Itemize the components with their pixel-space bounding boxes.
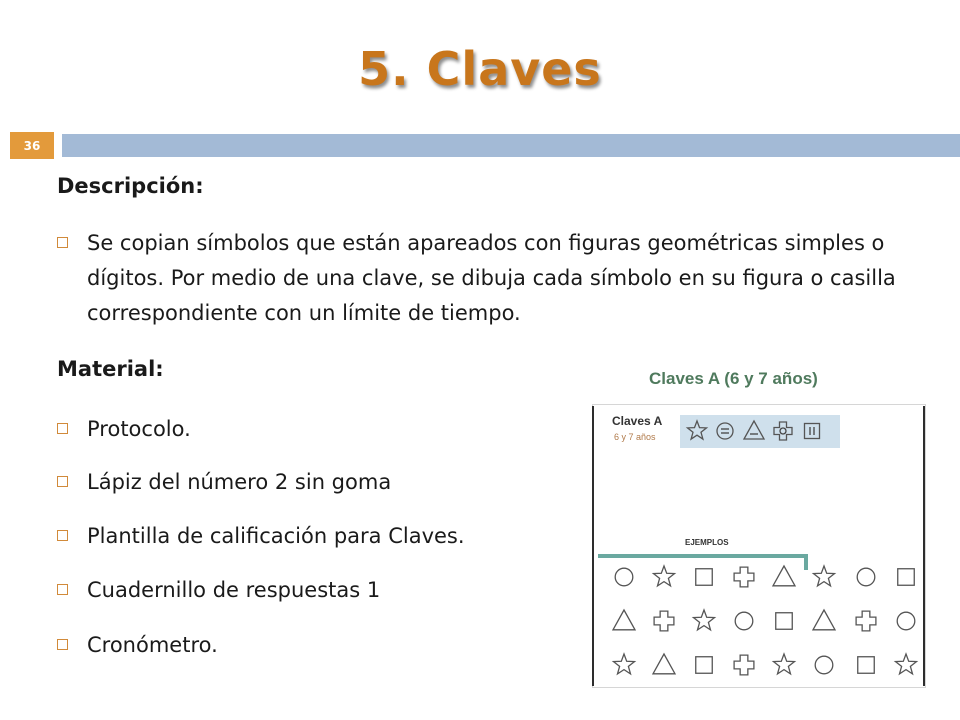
material-item (57, 467, 617, 497)
figure-caption: Claves A (6 y 7 años) (649, 369, 818, 388)
bullet-square-icon (57, 237, 68, 248)
slide-title: 5. Claves (358, 42, 602, 96)
bullet-square-icon (57, 423, 68, 434)
material-item-label: Cronómetro. (87, 633, 218, 657)
description-heading: Descripción: (57, 174, 204, 198)
material-item-label: Cuadernillo de respuestas 1 (87, 578, 381, 602)
material-item-label: Protocolo. (87, 417, 191, 441)
examples-label: EJEMPLOS (685, 538, 729, 547)
bullet-square-icon (57, 584, 68, 595)
description-text: Se copian símbolos que están apareados con figuras geométricas simples o dígitos. Por medio de una clave, se dibuja cada símbolo en su figura o casilla correspondiente con un límite de tiempo. (87, 231, 896, 325)
material-heading: Material: (57, 357, 164, 381)
header-bar (62, 134, 960, 157)
description-item (57, 226, 917, 331)
bullet-square-icon (57, 639, 68, 650)
material-item (57, 414, 617, 444)
sheet-title: Claves A (612, 414, 663, 428)
claves-sheet-image (592, 404, 926, 688)
sheet-subtitle: 6 y 7 años (614, 432, 656, 442)
material-item (57, 521, 617, 551)
material-item (57, 630, 617, 660)
material-item-label: Lápiz del número 2 sin goma (87, 470, 392, 494)
bullet-square-icon (57, 476, 68, 487)
bullet-square-icon (57, 530, 68, 541)
slide-number-badge: 36 (10, 132, 54, 159)
material-item (57, 575, 617, 605)
claves-sheet-svg (592, 404, 926, 688)
material-item-label: Plantilla de calificación para Claves. (87, 524, 465, 548)
